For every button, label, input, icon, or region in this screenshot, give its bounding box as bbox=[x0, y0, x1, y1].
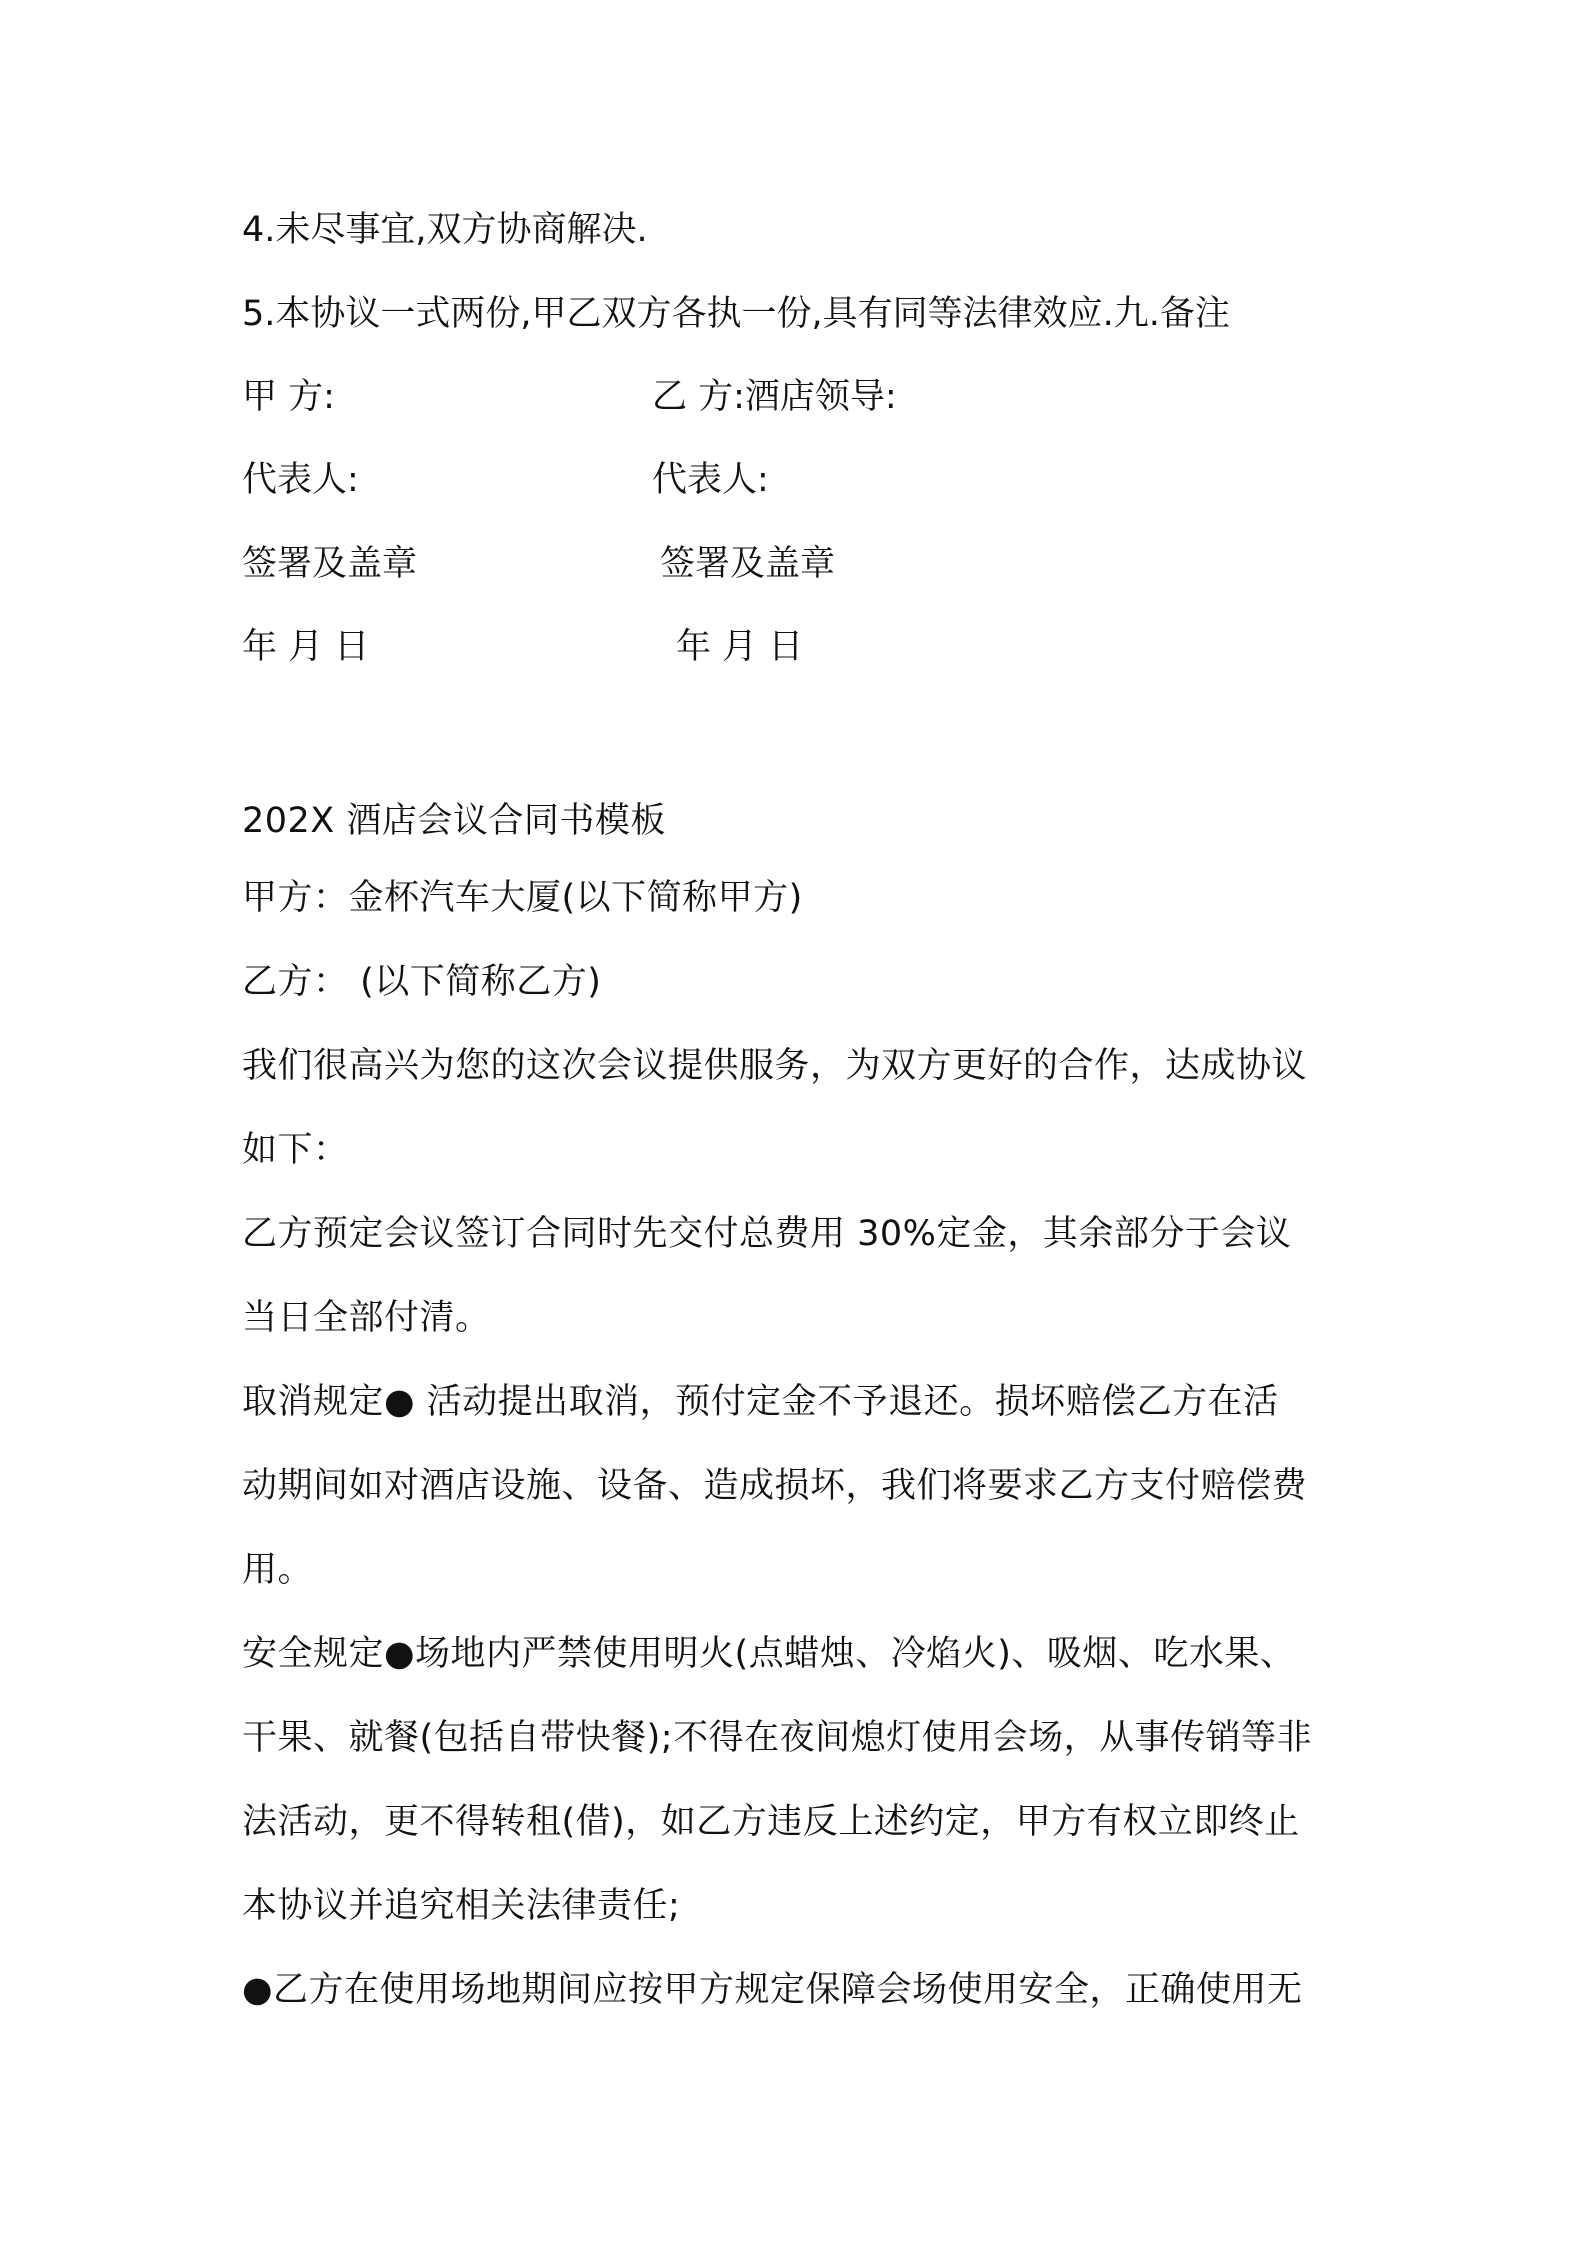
contract-title: 202X 酒店会议合同书模板 bbox=[242, 801, 666, 841]
paragraph-line: 用。 bbox=[242, 1550, 314, 1590]
paragraph-line: 干果、就餐(包括自带快餐);不得在夜间熄灯使用会场，从事传销等非 bbox=[242, 1718, 1313, 1758]
paragraph-line: 本协议并追究相关法律责任; bbox=[242, 1886, 681, 1926]
paragraph-line: 动期间如对酒店设施、设备、造成损坏，我们将要求乙方支付赔偿费 bbox=[242, 1466, 1308, 1506]
party-b-sign-seal-label: 签署及盖章 bbox=[660, 544, 836, 584]
paragraph-line: 当日全部付清。 bbox=[242, 1298, 491, 1338]
contract-party-b: 乙方： (以下简称乙方) bbox=[242, 962, 602, 1002]
party-a-representative-label: 代表人: bbox=[242, 460, 359, 500]
clause-item-4: 4.未尽事宜,双方协商解决. bbox=[242, 210, 648, 250]
party-a-date-label: 年 月 日 bbox=[242, 627, 370, 667]
paragraph-line: 如下： bbox=[242, 1130, 349, 1170]
paragraph-line: ●乙方在使用场地期间应按甲方规定保障会场使用安全，正确使用无 bbox=[242, 1970, 1303, 2010]
party-a-signature-label: 甲 方: bbox=[242, 377, 335, 417]
party-b-signature-label: 乙 方:酒店领导: bbox=[652, 377, 897, 417]
contract-party-a: 甲方：金杯汽车大厦(以下简称甲方) bbox=[242, 878, 803, 918]
party-a-sign-seal-label: 签署及盖章 bbox=[242, 544, 418, 584]
clause-item-5: 5.本协议一式两份,甲乙双方各执一份,具有同等法律效应.九.备注 bbox=[242, 294, 1230, 334]
paragraph-line: 取消规定● 活动提出取消，预付定金不予退还。损坏赔偿乙方在活 bbox=[242, 1382, 1279, 1422]
paragraph-line: 安全规定●场地内严禁使用明火(点蜡烛、冷焰火)、吸烟、吃水果、 bbox=[242, 1634, 1296, 1674]
party-b-representative-label: 代表人: bbox=[652, 460, 769, 500]
paragraph-line: 我们很高兴为您的这次会议提供服务，为双方更好的合作，达成协议 bbox=[242, 1046, 1308, 1086]
paragraph-line: 法活动，更不得转租(借)，如乙方违反上述约定，甲方有权立即终止 bbox=[242, 1802, 1300, 1842]
paragraph-line: 乙方预定会议签订合同时先交付总费用 30%定金，其余部分于会议 bbox=[242, 1214, 1292, 1254]
party-b-date-label: 年 月 日 bbox=[676, 627, 804, 667]
